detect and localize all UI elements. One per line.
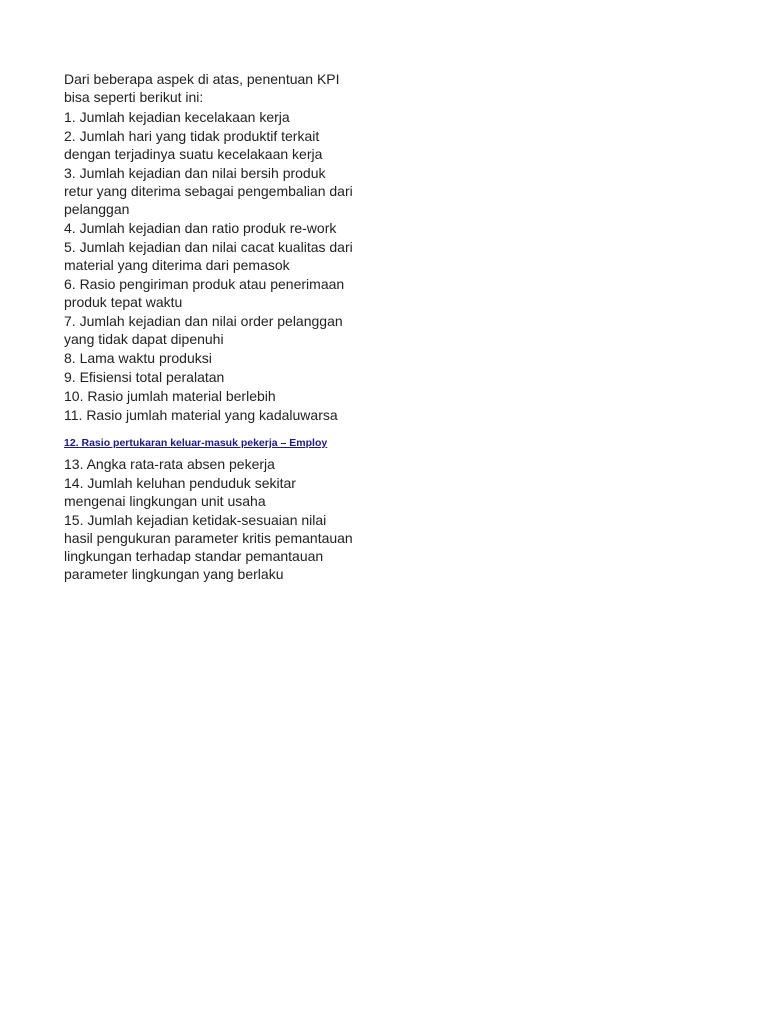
kpi-text-column xyxy=(64,70,356,584)
kpi-item-6: 6. Rasio pengiriman produk atau penerimaan produk tepat waktu xyxy=(64,276,345,310)
intro-paragraph: Dari beberapa aspek di atas, penentuan KPI bisa seperti berikut ini: xyxy=(64,71,340,105)
kpi-item-4: 4. Jumlah kejadian dan ratio produk re-work xyxy=(64,220,337,236)
kpi-item-10: 10. Rasio jumlah material berlebih xyxy=(64,388,276,404)
kpi-item-7: 7. Jumlah kejadian dan nilai order pelanggan yang tidak dapat dipenuhi xyxy=(64,313,343,347)
kpi-item-1: 1. Jumlah kejadian kecelakaan kerja xyxy=(64,109,290,125)
kpi-item-5: 5. Jumlah kejadian dan nilai cacat kualitas dari material yang diterima dari pemasok xyxy=(64,239,353,273)
kpi-item-3: 3. Jumlah kejadian dan nilai bersih produk retur yang diterima sebagai pengembalian dari pelanggan xyxy=(64,165,353,217)
kpi-item-12-link[interactable]: 12. Rasio pertukaran keluar-masuk pekerja – Employ xyxy=(64,437,328,449)
kpi-item-11: 11. Rasio jumlah material yang kadaluwarsa xyxy=(64,407,338,423)
kpi-item-14: 14. Jumlah keluhan penduduk sekitar mengenai lingkungan unit usaha xyxy=(64,475,296,509)
kpi-item-2: 2. Jumlah hari yang tidak produktif terkait dengan terjadinya suatu kecelakaan kerja xyxy=(64,128,323,162)
kpi-item-9: 9. Efisiensi total peralatan xyxy=(64,369,225,385)
kpi-item-13: 13. Angka rata-rata absen pekerja xyxy=(64,456,275,472)
kpi-item-8: 8. Lama waktu produksi xyxy=(64,350,212,366)
kpi-item-15: 15. Jumlah kejadian ketidak-sesuaian nilai hasil pengukuran parameter kritis pemantauan lingkungan terhadap standar pemantauan parameter lingkungan yang berlaku xyxy=(64,512,353,582)
